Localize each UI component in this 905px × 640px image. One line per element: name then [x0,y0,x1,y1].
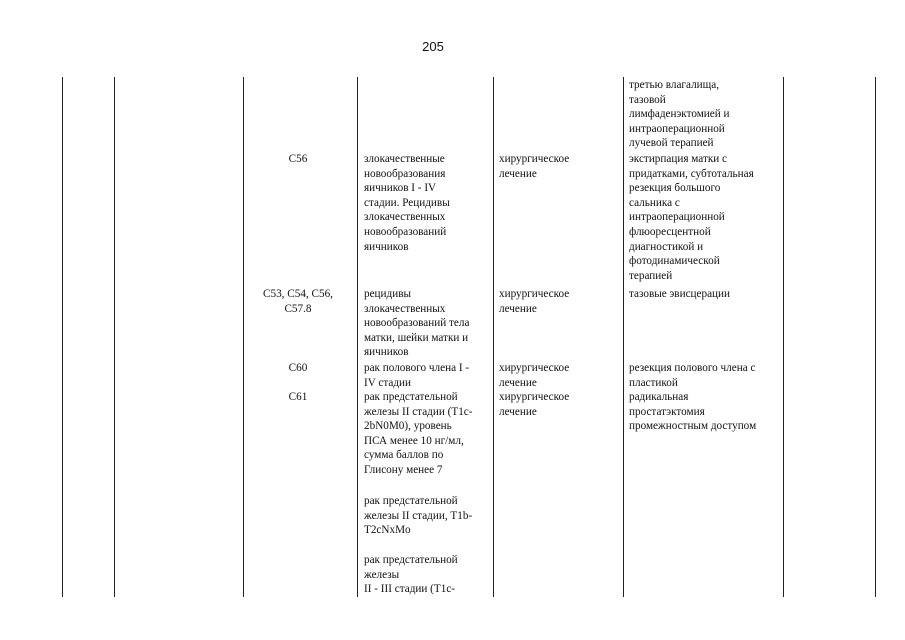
table-cell-treatment: хирургическое лечение [499,362,570,389]
table-cell-diagnosis: злокачественные новообразования яичников I - IV стадии. Рецидивы злокачественных новообразований яичников [364,153,450,253]
table-cell-treatment: хирургическое лечение [499,153,570,180]
table-column-rule [783,77,784,597]
table-column-rule [243,77,244,597]
table-border-left [62,77,63,597]
table-cell-code: C60 [288,362,308,374]
table-cell-diagnosis: рак полового члена I - IV стадии [364,362,470,389]
table-cell-diagnosis: рак предстательной железы II стадии (T1c- 2bN0M0), уровень ПСА менее 10 нг/мл, сумма баллов по Глисону менее 7 [364,391,473,476]
table-cell-code: C61 [288,391,308,403]
table-cell-code: C56 [288,153,308,165]
table-cell-diagnosis: рецидивы злокачественных новообразований тела матки, шейки матки и яичников [364,288,470,359]
table-border-right [875,77,876,597]
table-cell-code: C53, C54, C56, C57.8 [263,288,333,315]
page-number: 205 [422,39,444,54]
table-column-rule [357,77,358,597]
table-column-rule [493,77,494,597]
table-cell-diagnosis: рак предстательной железы II - III стадии (T1c- [364,554,458,596]
table-cell-method: резекция полового члена с пластикой [629,362,756,389]
table-cell-method: тазовые эвисцерации [629,288,731,300]
table-cell-diagnosis: рак предстательной железы II стадии, T1b- T2cNxMo [364,495,473,537]
table-cell-method: экстирпация матки с придатками, субтотальная резекция большого сальника с интраоперационной флюоресцентной диагностикой и фотодинамической терапией [629,153,754,282]
table-cell-method: третью влагалища, тазовой лимфаденэктомией и интраоперационной лучевой терапией [629,79,730,150]
table-column-rule [114,77,115,597]
table-cell-method: радикальная простатэктомия промежностным доступом [629,391,757,433]
table-cell-treatment: хирургическое лечение [499,391,570,418]
table-cell-treatment: хирургическое лечение [499,288,570,315]
